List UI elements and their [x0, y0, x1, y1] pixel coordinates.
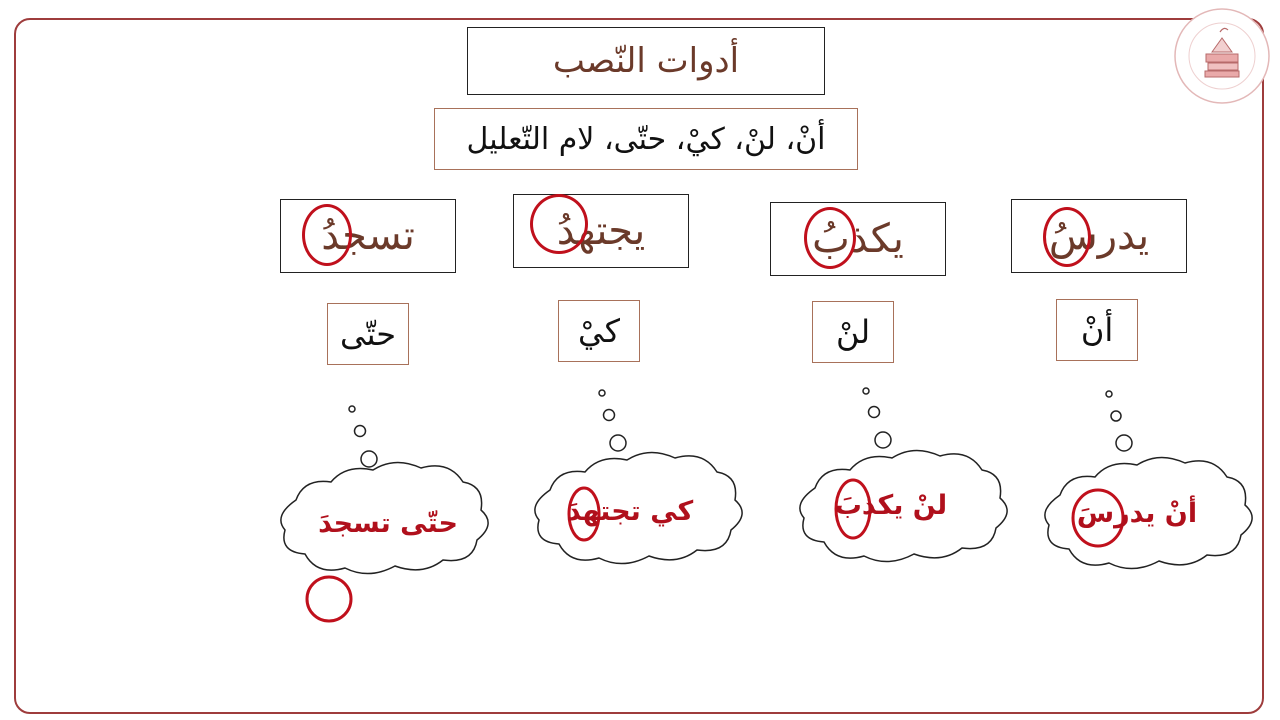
result-3: كي تجتهدَ	[566, 496, 694, 527]
result-2: لنْ يكذبَ	[834, 490, 948, 521]
particle-1: أنْ	[1080, 311, 1114, 349]
verb-1: يدرسُ	[1048, 213, 1150, 259]
particles-list: أنْ، لنْ، كيْ، حتّى، لام التّعليل	[466, 121, 826, 157]
result-4: حتّى تسجدَ	[318, 508, 458, 539]
verb-3: يجتهدُ	[556, 208, 646, 254]
empty-answer-circle	[307, 577, 351, 621]
verb-4: تسجدُ	[321, 213, 415, 259]
particle-2: لنْ	[835, 313, 871, 351]
result-1: أنْ يدرسَ	[1076, 498, 1198, 529]
page-title: أدوات النّصب	[552, 41, 740, 81]
verb-2: يكذبُ	[812, 216, 904, 262]
particle-4: حتّى	[339, 315, 397, 353]
particle-3: كيْ	[578, 312, 620, 350]
